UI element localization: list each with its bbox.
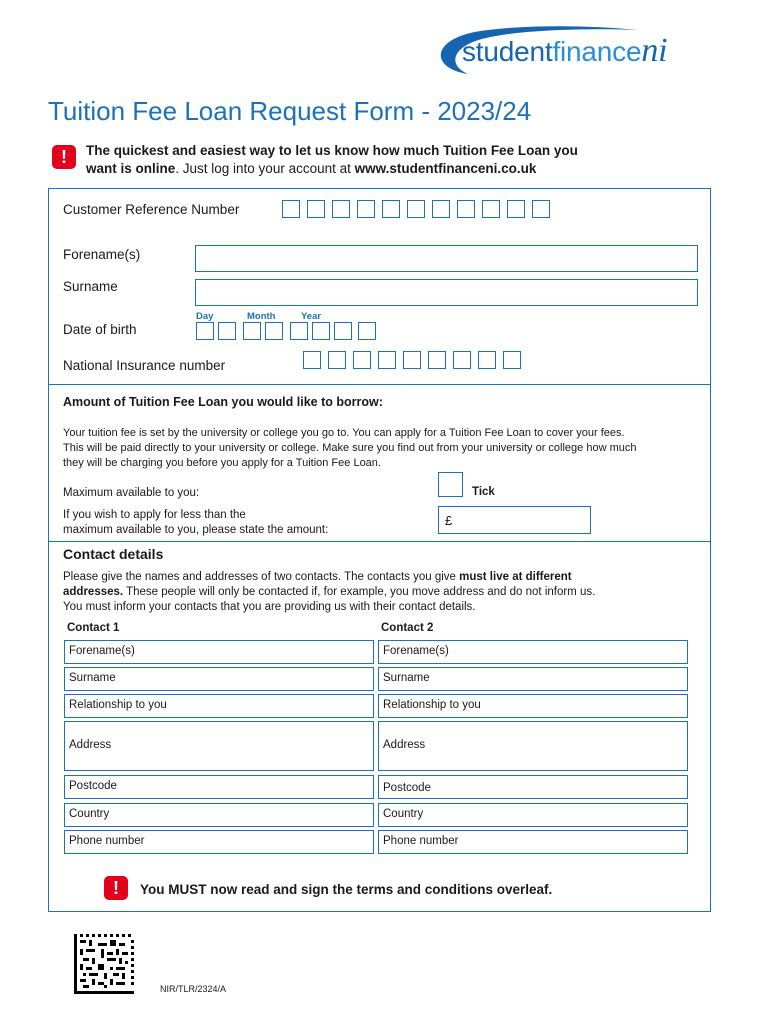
dob-digit-box[interactable] [290,322,308,340]
contact-2-country-field[interactable] [378,803,688,827]
contact-1-label: Contact 1 [67,622,120,634]
intro-url-link[interactable]: www.studentfinanceni.co.uk [354,161,537,176]
crn-digit-box[interactable] [532,200,550,218]
field-label: Forename(s) [383,645,449,657]
less-amount-label [63,508,328,538]
contact-2-phone-field[interactable] [378,830,688,854]
intro-text [86,142,578,178]
field-label: Relationship to you [69,699,167,711]
contact-1-address-field[interactable] [64,721,374,771]
contact-1-postcode-field[interactable] [64,775,374,799]
field-label: Forename(s) [69,645,135,657]
field-label: Address [383,739,426,751]
divider [49,384,710,385]
contact-2-postcode-field[interactable] [378,775,688,799]
dob-digit-box[interactable] [265,322,283,340]
dob-label: Date of birth [63,322,137,337]
contact-1-country-field[interactable] [64,803,374,827]
field-label: Surname [69,672,116,684]
contact-para-bold: must live at different [459,571,572,583]
ni-number-label: National Insurance number [63,358,226,373]
ni-digit-box[interactable] [503,351,521,369]
crn-digit-box[interactable] [332,200,350,218]
contact-1-surname-field[interactable] [64,667,374,691]
crn-digit-box[interactable] [482,200,500,218]
contact-2-surname-field[interactable] [378,667,688,691]
less-amount-line: If you wish to apply for less than the [63,509,246,521]
alert-icon: ! [52,145,76,169]
ni-digit-box[interactable] [328,351,346,369]
ni-digit-box[interactable] [453,351,471,369]
surname-label: Surname [63,279,118,294]
field-label: Postcode [383,782,431,794]
ni-digit-box[interactable] [403,351,421,369]
intro-line2-bold: want is online [86,161,176,176]
field-label: Country [383,808,424,820]
crn-digit-box[interactable] [307,200,325,218]
intro-line1: The quickest and easiest way to let us know how much Tuition Fee Loan you [86,143,578,158]
contact-para-part: These people will only be contacted if, for example, you move address and do not inform us. [123,586,596,598]
dob-digit-box[interactable] [334,322,352,340]
divider [49,541,710,542]
contact-2-label: Contact 2 [381,622,434,634]
crn-digit-box[interactable] [382,200,400,218]
contact-2-address-field[interactable] [378,721,688,771]
contact-2-relationship-field[interactable] [378,694,688,718]
forename-input[interactable] [195,245,698,272]
amount-para-line: This will be paid directly to your university or college. Make sure you find out from your university or college how much [63,442,637,454]
dob-digit-box[interactable] [243,322,261,340]
field-label: Surname [383,672,430,684]
surname-input[interactable] [195,279,698,306]
logo-student: student [462,36,553,67]
crn-digit-box[interactable] [357,200,375,218]
form-code: NIR/TLR/2324/A [160,984,227,994]
crn-digit-box[interactable] [457,200,475,218]
forename-label: Forename(s) [63,247,141,262]
max-available-label: Maximum available to you: [63,487,200,499]
max-available-tick-box[interactable] [438,472,463,497]
ni-digit-box[interactable] [353,351,371,369]
amount-description [63,426,708,471]
field-label: Postcode [69,780,117,792]
contact-para-bold: addresses. [63,586,124,598]
dob-digit-box[interactable] [358,322,376,340]
amount-input[interactable] [438,506,591,534]
terms-warning: You MUST now read and sign the terms and conditions overleaf. [140,882,553,897]
contact-1-relationship-field[interactable] [64,694,374,718]
contact-description [63,570,708,615]
dob-day-label: Day [196,311,214,322]
dob-month-label: Month [247,311,276,322]
amount-para-line: Your tuition fee is set by the university or college you go to. You can apply for a Tuition Fee Loan to cover your fees. [63,427,625,439]
crn-digit-box[interactable] [432,200,450,218]
currency-symbol: £ [445,513,453,528]
contact-2-forename-field[interactable] [378,640,688,664]
data-matrix-code-icon [74,934,134,994]
crn-digit-box[interactable] [407,200,425,218]
amount-para-line: they will be charging you before you apply for a Tuition Fee Loan. [63,457,381,469]
logo-ni: ni [641,32,668,69]
crn-digit-box[interactable] [507,200,525,218]
intro-line2-rest: . Just log into your account at [175,161,355,176]
contact-1-forename-field[interactable] [64,640,374,664]
alert-icon: ! [104,876,128,900]
field-label: Country [69,808,110,820]
less-amount-line: maximum available to you, please state the amount: [63,524,329,536]
dob-digit-box[interactable] [196,322,214,340]
ni-digit-box[interactable] [428,351,446,369]
logo-finance: finance [552,36,642,67]
ni-digit-box[interactable] [303,351,321,369]
field-label: Phone number [69,835,145,847]
crn-digit-box[interactable] [282,200,300,218]
studentfinanceni-logo [428,22,728,82]
page-title: Tuition Fee Loan Request Form - 2023/24 [48,96,532,126]
contact-1-phone-field[interactable] [64,830,374,854]
contact-details-heading: Contact details [63,546,164,562]
ni-digit-box[interactable] [378,351,396,369]
field-label: Address [69,739,112,751]
tick-label: Tick [472,486,495,498]
dob-digit-box[interactable] [218,322,236,340]
field-label: Relationship to you [383,699,481,711]
dob-year-label: Year [301,311,322,322]
dob-digit-box[interactable] [312,322,330,340]
crn-label: Customer Reference Number [63,202,240,217]
contact-para-part: You must inform your contacts that you are providing us with their contact details. [63,601,476,613]
amount-heading: Amount of Tuition Fee Loan you would like to borrow: [63,395,383,409]
contact-para-part: Please give the names and addresses of two contacts. The contacts you give [63,571,460,583]
field-label: Phone number [383,835,459,847]
ni-digit-box[interactable] [478,351,496,369]
